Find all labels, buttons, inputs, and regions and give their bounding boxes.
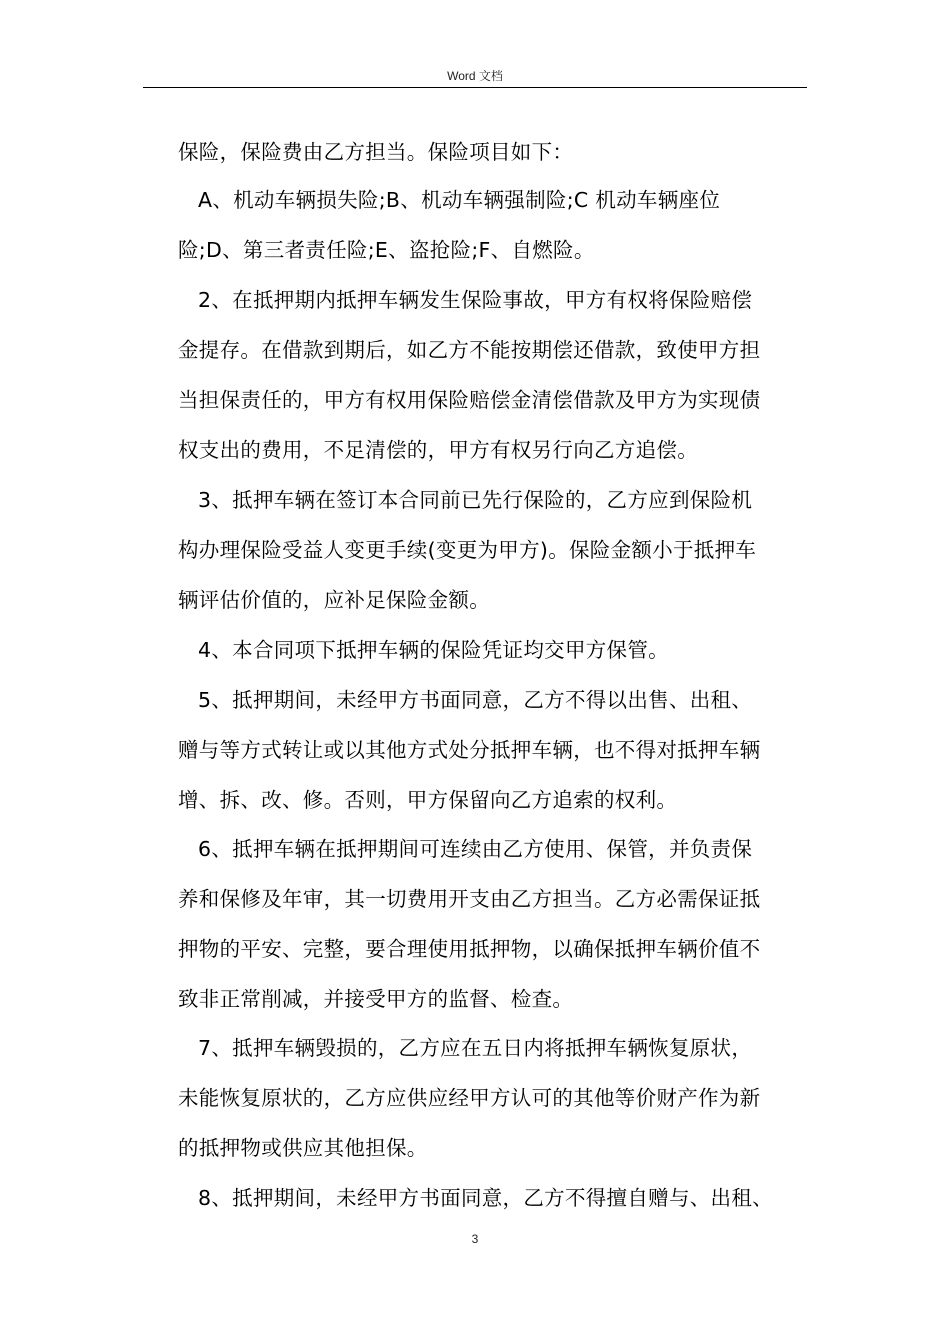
page-number: 3 (471, 1232, 479, 1246)
header-divider (143, 87, 807, 88)
text-line: 6、抵押车辆在抵押期间可连续由乙方使用、保管，并负责保 (198, 837, 753, 861)
text-line: 当担保责任的，甲方有权用保险赔偿金清偿借款及甲方为实现债 (178, 388, 761, 412)
text-line: 险;D、第三者责任险;E、盗抢险;F、自燃险。 (178, 238, 595, 262)
text-line: 2、在抵押期内抵押车辆发生保险事故，甲方有权将保险赔偿 (198, 288, 753, 312)
text-line: 赠与等方式转让或以其他方式处分抵押车辆，也不得对抵押车辆 (178, 738, 761, 762)
text-line: 的抵押物或供应其他担保。 (178, 1136, 428, 1160)
page-header-title: Word 文档 (447, 69, 503, 83)
text-line: 养和保修及年审，其一切费用开支由乙方担当。乙方必需保证抵 (178, 887, 761, 911)
text-line: 保险，保险费由乙方担当。保险项目如下： (178, 140, 574, 164)
text-line: 8、抵押期间，未经甲方书面同意，乙方不得擅自赠与、出租、 (198, 1186, 773, 1210)
text-line: 权支出的费用，不足清偿的，甲方有权另行向乙方追偿。 (178, 438, 698, 462)
text-line: 辆评估价值的，应补足保险金额。 (178, 588, 490, 612)
text-line: 金提存。在借款到期后，如乙方不能按期偿还借款，致使甲方担 (178, 338, 761, 362)
text-line: 构办理保险受益人变更手续(变更为甲方)。保险金额小于抵押车 (178, 538, 757, 562)
text-line: 押物的平安、完整，要合理使用抵押物，以确保抵押车辆价值不 (178, 937, 761, 961)
text-line: 未能恢复原状的，乙方应供应经甲方认可的其他等价财产作为新 (178, 1086, 761, 1110)
text-line: 增、拆、改、修。否则，甲方保留向乙方追索的权利。 (178, 788, 678, 812)
text-line: 5、抵押期间，未经甲方书面同意，乙方不得以出售、出租、 (198, 688, 753, 712)
text-line: 7、抵押车辆毁损的，乙方应在五日内将抵押车辆恢复原状， (198, 1036, 753, 1060)
text-line: A、机动车辆损失险;B、机动车辆强制险;C 机动车辆座位 (198, 188, 721, 212)
text-line: 致非正常削减，并接受甲方的监督、检查。 (178, 987, 574, 1011)
text-line: 3、抵押车辆在签订本合同前已先行保险的，乙方应到保险机 (198, 488, 753, 512)
text-line: 4、本合同项下抵押车辆的保险凭证均交甲方保管。 (198, 638, 669, 662)
